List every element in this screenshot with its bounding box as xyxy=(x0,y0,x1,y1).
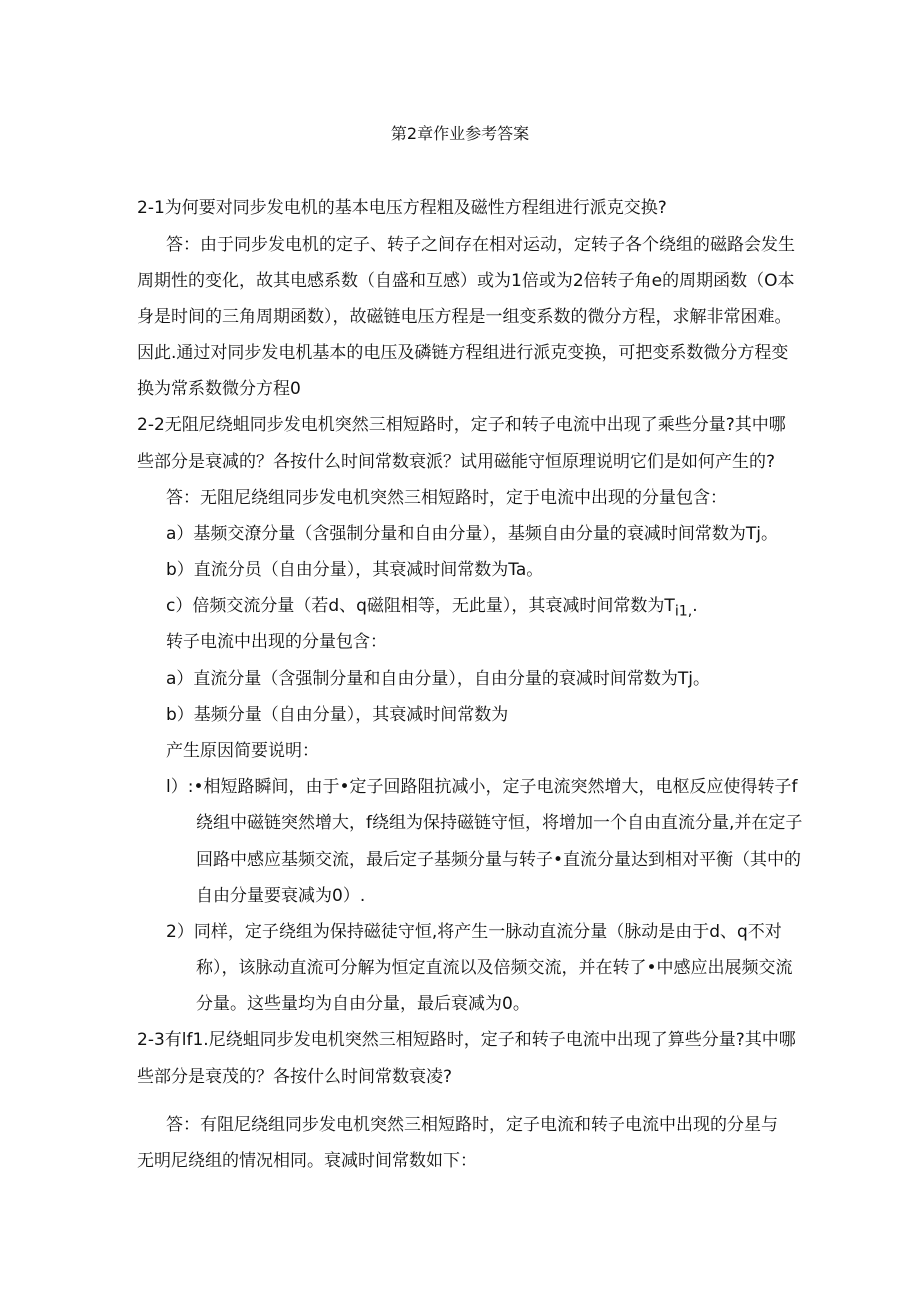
answer-2-3-line-2: 无明尼绕组的情况相同。衰减时间常数如下： xyxy=(137,1151,477,1171)
cause-intro: 产生原因简要说明： xyxy=(166,741,319,761)
cause-1-line-3: 回路中感应基频交流，最后定子基频分量与转子•直流分量达到相对平衡（其中的 xyxy=(196,850,802,870)
question-2-3-line-1: 2-3有lf1.尼绕蛆同步发电机突然三相短路时，定子和转子电流中出现了算些分量?其中哪 xyxy=(137,1030,796,1050)
rotor-item-b: b）基频分量（自由分量），其衰减时间常数为 xyxy=(166,705,509,725)
stator-item-c: c）倍频交流分量（若d、q磁阻相等，无此量），其衰减时间常数为$T_{i1,}$. xyxy=(166,596,698,620)
cause-1-line-2: 绕组中磁链突然增大，f绕组为保持磁链守恒，将增加一个自由直流分量,并在定子 xyxy=(196,813,803,833)
answer-2-1-line-5: 换为常系数微分方程0 xyxy=(137,379,301,399)
question-2-2-line-1: 2-2无阻尼绕蛆同步发电机突然三相短路时，定子和转子电流中出现了乘些分量?其中哪 xyxy=(137,415,786,435)
cause-2-line-2: 称），该脉动直流可分解为恒定直流以及倍频交流，并在转了•中感应出展频交流 xyxy=(196,958,793,978)
question-2-3-line-2: 些部分是衰茂的？各按什么时间常数衰凌? xyxy=(137,1067,453,1087)
question-2-1: 2-1为何要对同步发电机的基本电压方程粗及磁性方程组进行派克交换? xyxy=(137,198,667,218)
rotor-intro: 转子电流中出现的分量包含： xyxy=(166,632,387,652)
answer-2-1-line-1: 答：由于同步发电机的定子、转子之间存在相对运动，定转子各个绕组的磁路会发生 xyxy=(166,235,795,255)
answer-2-1-line-2: 周期性的变化，故其电感系数（自盛和互感）或为1倍或为2倍转子角e的周期函数（O本 xyxy=(137,271,795,291)
page-title: 第2章作业参考答案 xyxy=(390,124,530,143)
answer-2-2-intro: 答：无阻尼绕组同步发电机突然三相短路时，定于电流中出现的分量包含： xyxy=(166,488,727,508)
question-2-2-line-2: 些部分是衰减的？各按什么时间常数衰派？试用磁能守恒原理说明它们是如何产生的? xyxy=(137,452,776,472)
answer-2-3-line-1: 答：有阻尼绕组同步发电机突然三相短路时，定子电流和转子电流中出现的分星与 xyxy=(166,1115,778,1135)
cause-1-line-4: 自由分量要衰减为0）. xyxy=(196,886,366,906)
stator-item-a: a）基频交潦分量（含强制分量和自由分量），基频自由分量的衰减时间常数为Tj。 xyxy=(166,524,779,544)
answer-2-1-line-3: 身是时间的三角周期函数），故磁链电压方程是一组变系数的微分方程，求解非常困难。 xyxy=(137,307,792,327)
cause-2-line-3: 分量。这些量均为自由分量，最后衰减为0。 xyxy=(196,994,530,1014)
cause-1-line-1: l）:•相短路瞬间，由于•定子回路阻抗减小，定子电流突然增大，电枢反应使得转子f xyxy=(166,777,798,797)
answer-2-1-line-4: 因此.通过对同步发电机基本的电压及磷链方程组进行派克变换，可把变系数微分方程变 xyxy=(137,343,789,363)
rotor-item-a: a）直流分量（含强制分量和自由分量），自由分量的衰减时间常数为Tj。 xyxy=(166,669,711,689)
stator-item-b: b）直流分员（自由分量），其衰减时间常数为Ta。 xyxy=(166,560,544,580)
cause-2-line-1: 2）同样，定子绕组为保持磁徒守恒,将产生一脉动直流分量（脉动是由于d、q不对 xyxy=(166,922,782,942)
